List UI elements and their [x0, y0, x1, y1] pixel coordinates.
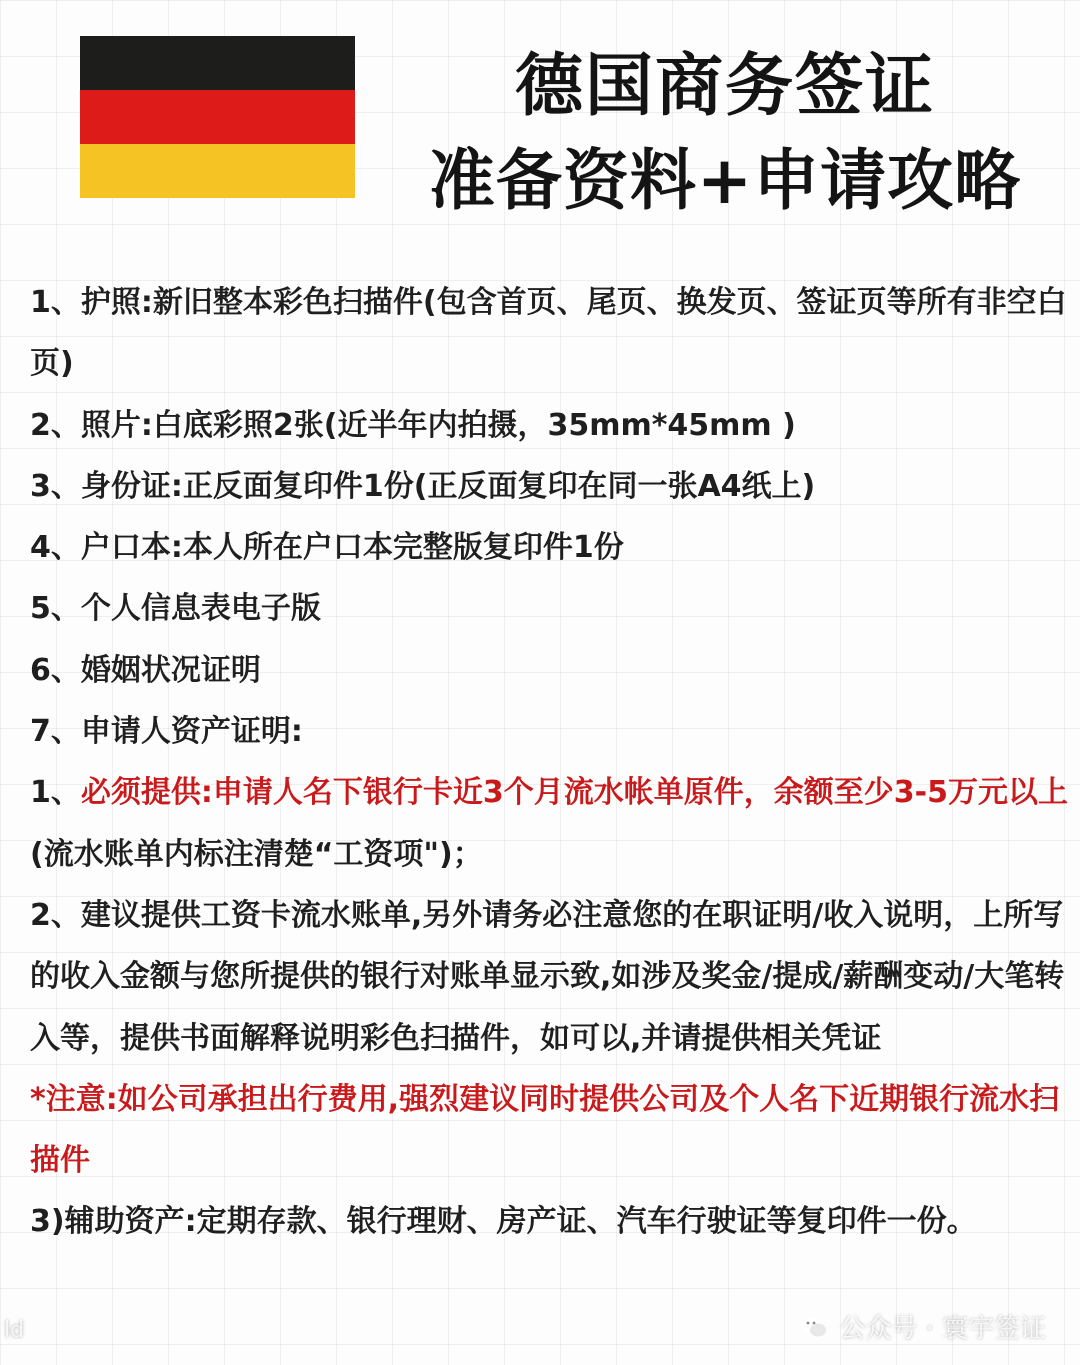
asset-item-bank-statement	[30, 762, 1070, 823]
list-item-photo: 2、照片:白底彩照2张(近半年内拍摄，35mm*45mm )	[30, 407, 796, 443]
list-item-household-register: 4、户口本:本人所在户口本完整版复印件1份	[30, 530, 624, 566]
corner-watermark: ld	[4, 1318, 25, 1343]
wechat-icon	[799, 1312, 829, 1342]
watermark-text: 公众号 · 寰宇签证	[839, 1314, 1046, 1344]
flag-stripe-black	[80, 36, 355, 90]
flag-stripe-gold	[80, 144, 355, 198]
document-body	[30, 272, 1070, 1253]
asset-item-required-text: 必须提供:申请人名下银行卡近3个月流水帐单原件，余额至少3-5万元以上	[80, 775, 1068, 811]
list-item-asset-proof: 7、申请人资产证明:	[30, 714, 303, 750]
title-line-1: 德国商务签证	[514, 47, 935, 126]
list-item-marital-status: 6、婚姻状况证明	[30, 652, 261, 688]
list-item-personal-info-form: 5、个人信息表电子版	[30, 591, 321, 627]
asset-item-number: 1、	[30, 775, 81, 811]
asset-item-auxiliary: 3)辅助资产:定期存款、银行理财、房产证、汽车行驶证等复印件一份。	[30, 1204, 977, 1240]
title-line-2: 准备资料+申请攻略	[428, 142, 1022, 219]
notice-text: *注意:如公司承担出行费用,强烈建议同时提供公司及个人名下近期银行流水扫描件	[30, 1081, 1060, 1179]
list-item-id-card: 3、身份证:正反面复印件1份(正反面复印在同一张A4纸上)	[30, 468, 816, 504]
flag-stripe-red	[80, 90, 355, 144]
germany-flag	[80, 36, 355, 198]
asset-item-salary-statement: 2、建议提供工资卡流水账单,另外请务必注意您的在职证明/收入说明，上所写的收入金额与您所提供的银行对账单显示致,如涉及奖金/提成/薪酬变动/大笔转入等，提供书面解释说明彩色扫描件，如可以,并请提供相关凭证	[30, 897, 1065, 1056]
asset-item-note: (流水账单内标注清楚“工资项")；	[30, 836, 483, 872]
list-item-passport: 1、护照:新旧整本彩色扫描件(包含首页、尾页、换发页、签证页等所有非空白页)	[30, 285, 1067, 382]
page-title	[385, 40, 1065, 228]
wechat-watermark	[799, 1308, 1046, 1345]
